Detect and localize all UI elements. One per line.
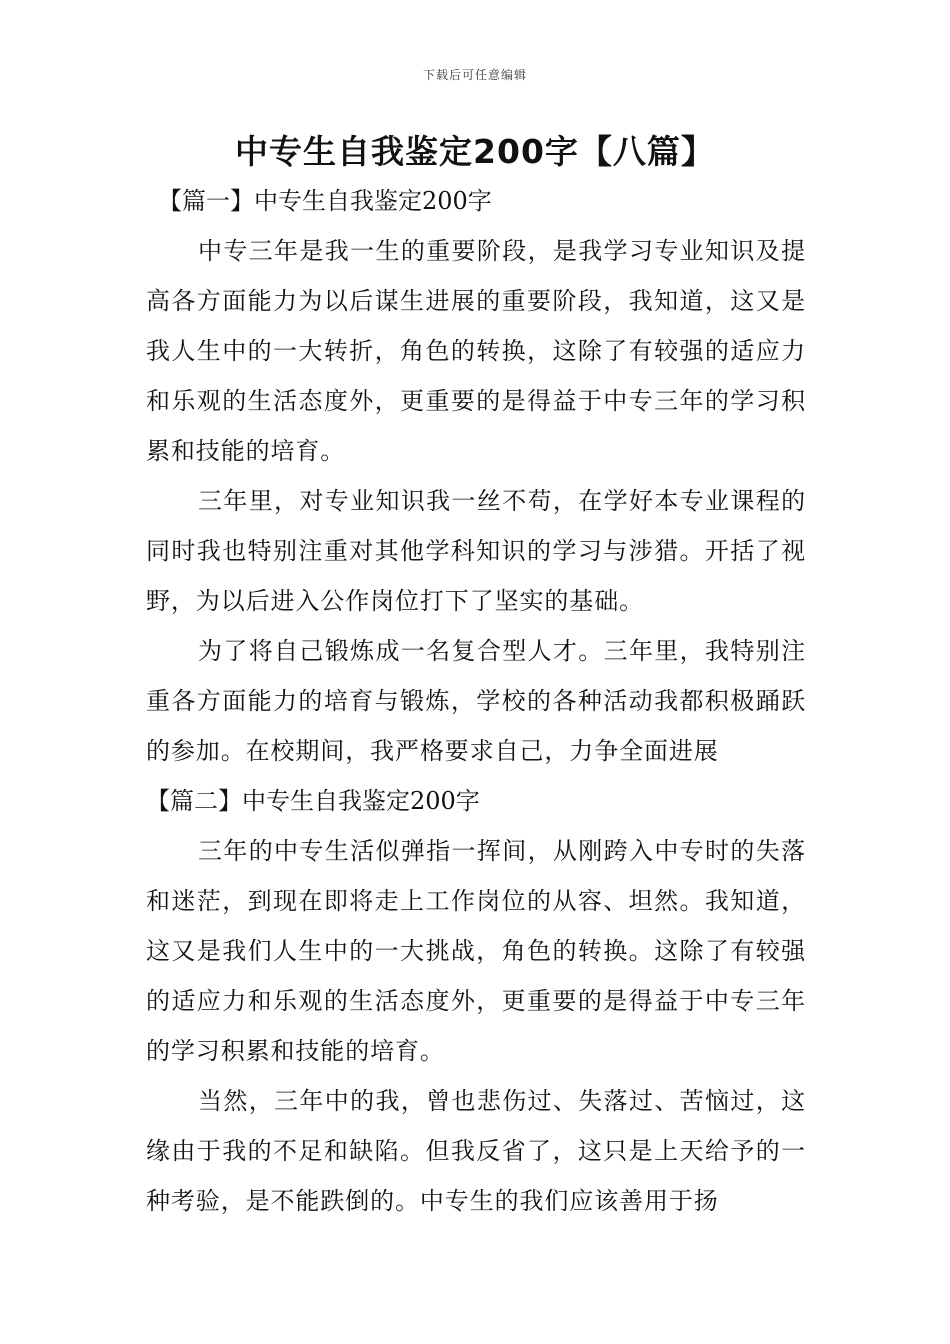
header-note: 下载后可任意编辑 — [422, 68, 527, 82]
section-heading: 【篇一】中专生自我鉴定200字 — [158, 187, 492, 215]
section-2 — [146, 776, 806, 1226]
paragraph: 中专三年是我一生的重要阶段，是我学习专业知识及提高各方面能力为以后谋生进展的重要阶段，我知道，这又是我人生中的一大转折，角色的转换，这除了有较强的适应力和乐观的生活态度外，更重要的是得益于中专三年的学习积累和技能的培育。 — [146, 237, 806, 465]
document-title: 中专生自我鉴定200字【八篇】 — [235, 132, 715, 171]
paragraph: 当然，三年中的我，曾也悲伤过、失落过、苦恼过，这缘由于我的不足和缺陷。但我反省了，这只是上天给予的一种考验，是不能跌倒的。中专生的我们应该善用于扬 — [146, 1087, 806, 1215]
document-body — [146, 176, 806, 1226]
section-heading: 【篇二】中专生自我鉴定200字 — [146, 787, 480, 815]
paragraph: 三年里，对专业知识我一丝不苟，在学好本专业课程的同时我也特别注重对其他学科知识的学习与涉猎。开括了视野，为以后进入公作岗位打下了坚实的基础。 — [146, 487, 806, 615]
section-1 — [146, 176, 806, 776]
paragraph: 为了将自己锻炼成一名复合型人才。三年里，我特别注重各方面能力的培育与锻炼，学校的各种活动我都积极踊跃的参加。在校期间，我严格要求自己，力争全面进展 — [146, 637, 806, 765]
paragraph: 三年的中专生活似弹指一挥间，从刚跨入中专时的失落和迷茫，到现在即将走上工作岗位的从容、坦然。我知道，这又是我们人生中的一大挑战，角色的转换。这除了有较强的适应力和乐观的生活态度外，更重要的是得益于中专三年的学习积累和技能的培育。 — [146, 837, 806, 1065]
